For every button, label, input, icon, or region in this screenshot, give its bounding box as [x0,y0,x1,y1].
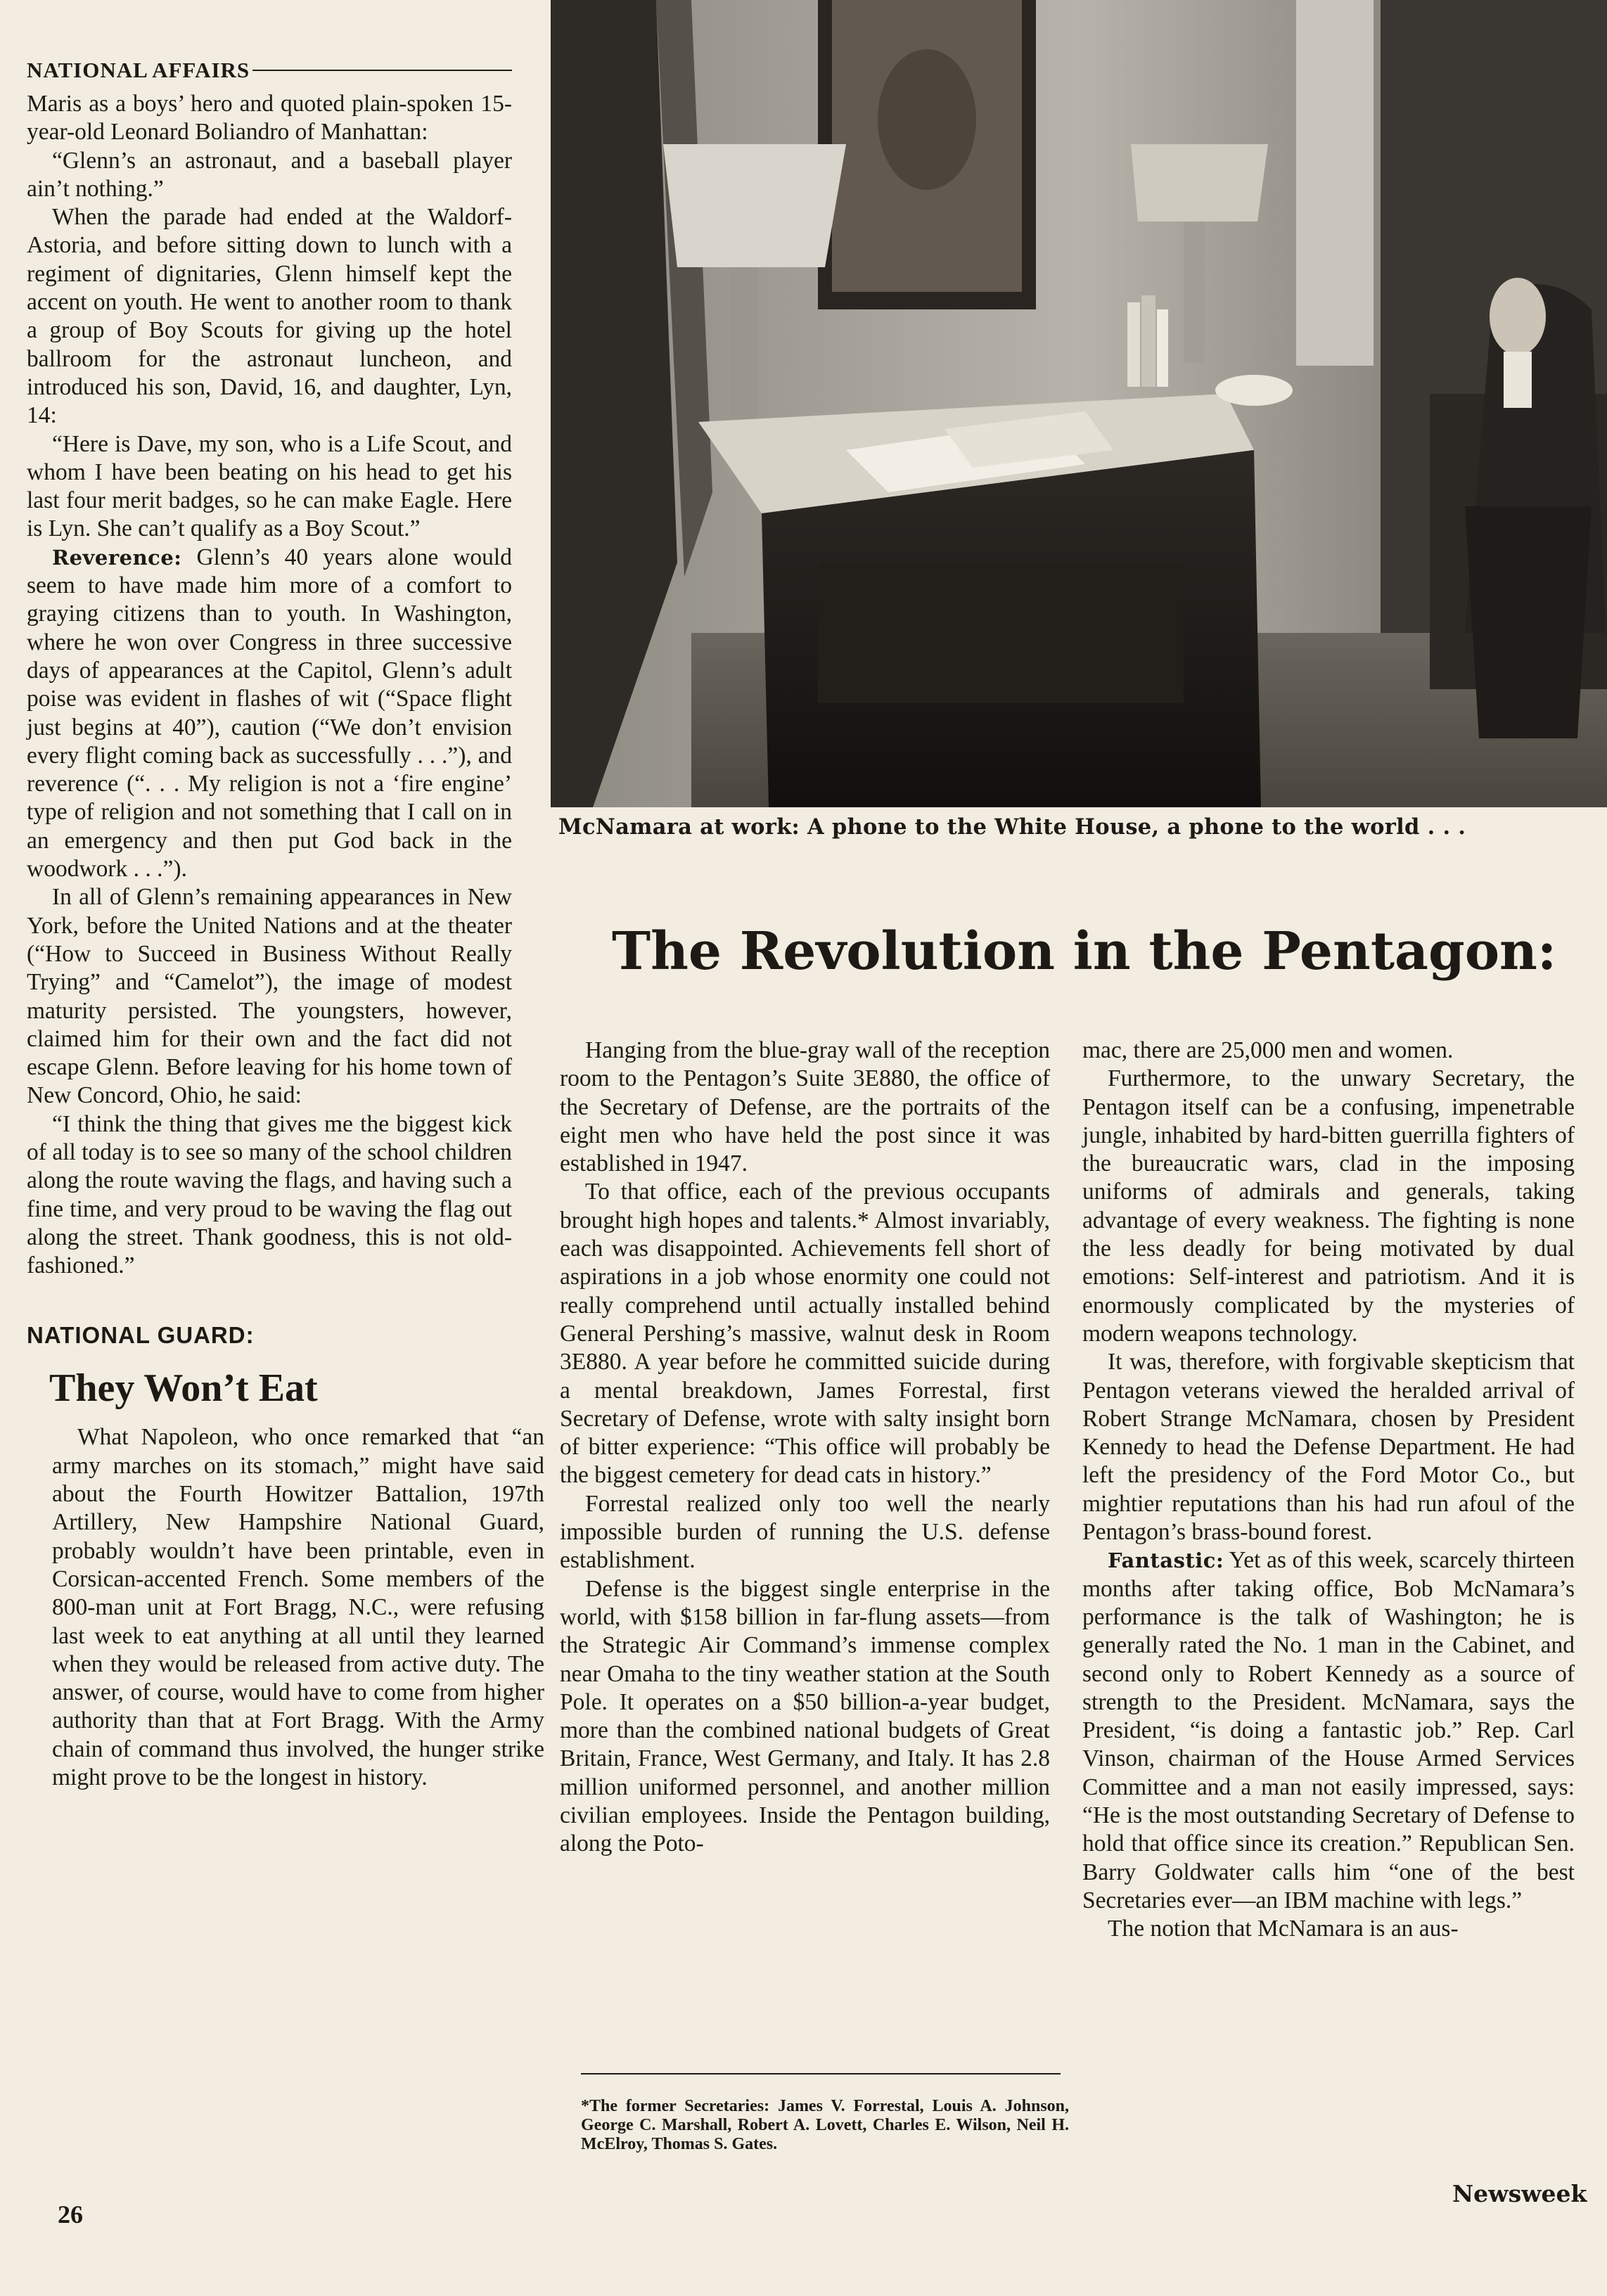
article-column-middle [560,1037,1050,1859]
page-number: 26 [58,2200,83,2228]
paragraph-fantastic [1082,1546,1575,1915]
paragraph: Hanging from the blue-gray wall of the reception room to the Pentagon’s Suite 3E880, the office of the Secretary of Defense, are the portraits of the eight men who have held the post since it was established in 1947. [560,1037,1050,1177]
paragraph: Maris as a boys’ hero and quoted plain-spoken 15-year-old Leonard Boliandro of Manhattan: [27,91,512,146]
left-column [27,58,544,1792]
paragraph: The notion that McNamara is an aus- [1108,1916,1459,1942]
article-column-right [1082,1037,1575,1944]
paragraph: What Napoleon, who once remarked that “an army marches on its stomach,” might have said about the Fourth Howitzer Battalion, 197th Artillery, New Hampshire National Guard, probably wouldn’t have been printable, even in Corsican-accented French. Some members of the 800-man unit at Fort Bragg, N.C., were refusing last week to eat anything at all until they learned when they would be released from active duty. The answer, of course, would have to come from higher authority than that at Fort Bragg. With the Army chain of command thus involved, the hunger strike might prove to be the longest in history. [52,1424,544,1791]
paragraph-reverence [27,544,512,884]
paragraph: It was, therefore, with forgivable skepticism that Pentagon veterans viewed the heralded arrival of Robert Strange McNamara, chosen by President Kennedy to head the Defense Department. He had left the presidency of the Ford Motor Co., but mightier reputations than his had run afoul of the Pentagon’s brass-bound forest. [1082,1349,1575,1546]
paragraph: Forrestal realized only too well the nearly impossible burden of running the U.S. defense establishment. [560,1490,1050,1574]
section-header-rule [252,70,512,71]
guard-section-label: NATIONAL GUARD: [27,1322,255,1349]
fantastic-runin-heading: Fantastic: [1108,1548,1224,1573]
section-header-label: NATIONAL AFFAIRS [27,58,250,82]
footnote-divider [581,2073,1061,2074]
paragraph: When the parade had ended at the Waldorf-Astoria, and before sitting down to lunch with a regiment of dignitaries, Glenn himself kept the accent on youth. He went to another room to thank a group of Boy Scouts for giving up the hotel ballroom for the astronaut luncheon, and introduced his son, David, 16, and daughter, Lyn, 14: [27,204,512,429]
paragraph: mac, there are 25,000 men and women. [1082,1037,1454,1063]
section-header [27,58,512,83]
paragraph: Furthermore, to the unwary Secretary, the Pentagon itself can be a confusing, impenetrable jungle, inhabited by hard-bitten guerrilla fighters of the bureaucratic wars, clad in the imposing uniforms of admirals and generals, taking advantage of every weakness. The fighting is none the less deadly for being motivated by dual emotions: Self-interest and patriotism. And it is enormously complicated by the mysteries of modern weapons technology. [1082,1065,1575,1347]
reverence-runin-heading: Reverence: [52,545,182,570]
paragraph: “Glenn’s an astronaut, and a baseball player ain’t nothing.” [27,147,512,202]
reverence-text: Glenn’s 40 years alone would seem to have made him more of a comfort to graying citizens than to youth. In Washington, where he won over Congress in three successive days of appearances at the Capitol, Glenn’s adult poise was evident in flashes of wit (“Space flight just begins at 40”), caution (“We don’t envision every flight coming back as successfully . . .”), and reverence (“. . . My religion is not a ‘fire engine’ type of religion and not something that I call on in an emergency and then put God back in the woodwork . . .”). [27,544,512,883]
footnote: *The former Secretaries: James V. Forrestal, Louis A. Johnson, George C. Marshall, Robert A. Lovett, Charles E. Wilson, Neil H. McElroy, Thomas S. Gates. [581,2097,1069,2153]
guard-article-title: They Won’t Eat [49,1366,318,1411]
mcnamara-office-photo [551,0,1607,807]
glenn-article-text [27,90,512,1280]
paragraph: To that office, each of the previous occupants brought high hopes and talents.* Almost invariably, each was disappointed. Achievements fell short of aspirations in a job whose enormity one could not really comprehend until actually installed behind General Pershing’s massive, walnut desk in Room 3E880. A year before he committed suicide during a mental breakdown, James Forrestal, first Secretary of Defense, wrote with salty insight born of bitter experience: “This office will probably be the biggest cemetery for dead cats in history.” [560,1179,1050,1489]
guard-article-text [52,1423,544,1792]
paragraph: “I think the thing that gives me the biggest kick of all today is to see so many of the school children along the route waving the flags, and having such a fine time, and very proud to be waving the flag out along the street. Thank goodness, this is not old-fashioned.” [27,1110,512,1279]
paragraph: In all of Glenn’s remaining appearances in New York, before the United Nations and at the theater (“How to Succeed in Business Without Really Trying” and “Camelot”), the image of modest maturity persisted. The youngsters, however, claimed him for their own and the fact did not escape Glenn. Before leaving for his home town of New Concord, Ohio, he said: [27,884,512,1109]
photo-caption: McNamara at work: A phone to the White House, a phone to the world . . . [558,814,1466,840]
paragraph: “Here is Dave, my son, who is a Life Scout, and whom I have been beating on his head to get his last four merit badges, so he can make Eagle. Here is Lyn. She can’t qualify as a Boy Scout.” [27,430,512,542]
fantastic-text: Yet as of this week, scarcely thirteen months after taking office, Bob McNamara’s performance is the talk of Washington; he is generally rated the No. 1 man in the Cabinet, and second only to Robert Kennedy as a source of strength to the President. McNamara, says the President, “is doing a fantastic job.” Rep. Carl Vinson, chairman of the House Armed Services Committee and a man not easily impressed, says: “He is the most outstanding Secretary of Defense to hold that office since its creation.” Republican Sen. Barry Goldwater calls him “one of the best Secretaries ever—an IBM machine with legs.” [1082,1547,1575,1913]
office-photo-illustration [551,0,1607,807]
article-headline: The Revolution in the Pentagon: [612,921,1557,982]
magazine-name: Newsweek [1452,2180,1587,2207]
paragraph: Defense is the biggest single enterprise in the world, with $158 billion in far-flung assets—from the Strategic Air Command’s immense complex near Omaha to the tiny weather station at the South Pole. It operates on a $50 billion-a-year budget, more than the combined national budgets of Great Britain, France, West Germany, and Italy. It has 2.8 million uniformed personnel, and another million civilian employees. Inside the Pentagon building, along the Poto- [560,1575,1050,1857]
